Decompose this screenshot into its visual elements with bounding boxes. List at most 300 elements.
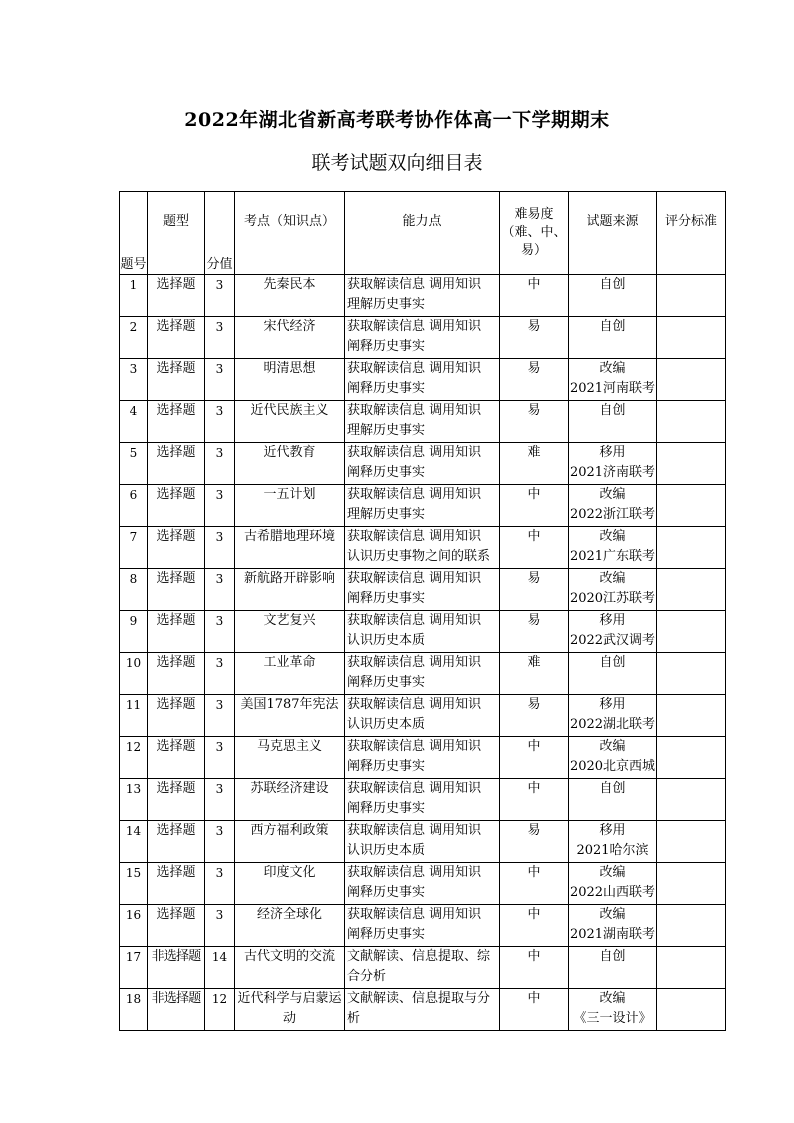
header-score: 分值 xyxy=(205,192,235,275)
cell-source xyxy=(569,695,657,737)
cell-source-line1: 自创 xyxy=(599,949,626,964)
cell-source-line2: 2022湖北联考 xyxy=(569,717,656,732)
cell-type xyxy=(148,401,205,443)
cell-no xyxy=(120,863,148,905)
cell-topic-line1: 新航路开辟影响 xyxy=(243,571,335,586)
cell-standard xyxy=(657,863,726,905)
cell-source-line2: 2022山西联考 xyxy=(569,885,656,900)
cell-type-line1: 选择题 xyxy=(156,865,196,880)
cell-ability xyxy=(345,779,500,821)
cell-difficulty xyxy=(500,611,569,653)
cell-source xyxy=(569,527,657,569)
cell-source xyxy=(569,653,657,695)
cell-source xyxy=(569,989,657,1031)
cell-standard xyxy=(657,359,726,401)
cell-difficulty xyxy=(500,569,569,611)
cell-ability-line1: 获取解读信息 调用知识 xyxy=(347,361,482,376)
cell-ability-line1: 获取解读信息 调用知识 xyxy=(347,613,482,628)
cell-source-line2: 《三一设计》 xyxy=(573,1011,652,1026)
cell-source-line1: 改编 xyxy=(599,529,626,544)
cell-source xyxy=(569,863,657,905)
cell-no-line1: 5 xyxy=(129,446,138,460)
cell-score xyxy=(205,611,235,653)
cell-difficulty xyxy=(500,821,569,863)
cell-topic-line1: 文艺复兴 xyxy=(263,613,316,628)
cell-standard xyxy=(657,569,726,611)
cell-no-line1: 3 xyxy=(129,362,138,376)
cell-type-line1: 选择题 xyxy=(156,739,196,754)
cell-source xyxy=(569,569,657,611)
cell-source-line1: 自创 xyxy=(599,403,626,418)
cell-ability xyxy=(345,737,500,779)
cell-source-line2: 2021湖南联考 xyxy=(569,927,656,942)
cell-no xyxy=(120,695,148,737)
cell-difficulty xyxy=(500,905,569,947)
header-source: 试题来源 xyxy=(569,192,657,275)
cell-topic xyxy=(235,779,345,821)
cell-standard xyxy=(657,611,726,653)
cell-score-line1: 14 xyxy=(211,950,228,964)
cell-type xyxy=(148,821,205,863)
cell-source xyxy=(569,905,657,947)
cell-score xyxy=(205,863,235,905)
cell-score xyxy=(205,779,235,821)
cell-type xyxy=(148,653,205,695)
cell-ability-line2: 阐释历史事实 xyxy=(347,801,426,816)
cell-ability-line1: 获取解读信息 调用知识 xyxy=(347,865,482,880)
cell-ability xyxy=(345,275,500,317)
cell-difficulty-line1: 难 xyxy=(527,655,541,670)
header-type: 题型 xyxy=(148,192,205,275)
cell-source-line2: 2021哈尔滨 xyxy=(576,843,649,858)
cell-type xyxy=(148,863,205,905)
table-row xyxy=(120,275,726,317)
cell-score xyxy=(205,527,235,569)
cell-ability-line2: 阐释历史事实 xyxy=(347,339,426,354)
cell-no-line1: 4 xyxy=(129,404,138,418)
cell-no xyxy=(120,905,148,947)
cell-topic-line1: 苏联经济建设 xyxy=(250,781,329,796)
cell-no-line1: 16 xyxy=(125,908,142,922)
cell-ability-line1: 获取解读信息 调用知识 xyxy=(347,739,482,754)
cell-no xyxy=(120,317,148,359)
cell-score xyxy=(205,653,235,695)
cell-no-line1: 13 xyxy=(125,782,142,796)
document-title-line1: 2022年湖北省新高考联考协作体高一下学期期末 xyxy=(184,109,610,131)
cell-source-line1: 自创 xyxy=(599,277,626,292)
cell-topic-line1: 古代文明的交流 xyxy=(243,949,335,964)
cell-source xyxy=(569,821,657,863)
cell-source-line1: 改编 xyxy=(599,739,626,754)
cell-score xyxy=(205,947,235,989)
cell-ability xyxy=(345,527,500,569)
cell-type-line1: 选择题 xyxy=(156,319,196,334)
cell-difficulty xyxy=(500,443,569,485)
cell-type-line1: 选择题 xyxy=(156,361,196,376)
cell-source-line1: 自创 xyxy=(599,319,626,334)
cell-score xyxy=(205,275,235,317)
cell-topic xyxy=(235,569,345,611)
cell-no xyxy=(120,359,148,401)
table-row xyxy=(120,485,726,527)
cell-source xyxy=(569,443,657,485)
cell-type-line1: 选择题 xyxy=(156,613,196,628)
cell-topic xyxy=(235,359,345,401)
cell-difficulty xyxy=(500,275,569,317)
table-header-row xyxy=(120,192,726,275)
cell-ability xyxy=(345,611,500,653)
cell-no-line1: 11 xyxy=(125,698,142,712)
cell-type-line1: 选择题 xyxy=(156,781,196,796)
cell-score xyxy=(205,569,235,611)
cell-source-line1: 改编 xyxy=(599,487,626,502)
cell-topic xyxy=(235,989,345,1031)
cell-difficulty xyxy=(500,779,569,821)
cell-difficulty xyxy=(500,947,569,989)
cell-source-line2: 2021河南联考 xyxy=(569,381,656,396)
cell-source xyxy=(569,359,657,401)
cell-type-line1: 选择题 xyxy=(156,655,196,670)
cell-ability-line2: 认识历史本质 xyxy=(347,717,426,732)
cell-topic-line1: 古希腊地理环境 xyxy=(243,529,335,544)
cell-ability-line1: 获取解读信息 调用知识 xyxy=(347,277,482,292)
cell-source-line2: 2020江苏联考 xyxy=(569,591,656,606)
cell-difficulty xyxy=(500,863,569,905)
cell-source xyxy=(569,401,657,443)
cell-score-line1: 3 xyxy=(215,782,224,796)
cell-topic xyxy=(235,275,345,317)
cell-no xyxy=(120,611,148,653)
cell-standard xyxy=(657,275,726,317)
cell-difficulty-line1: 中 xyxy=(527,907,541,922)
cell-no xyxy=(120,947,148,989)
cell-source-line1: 改编 xyxy=(599,361,626,376)
cell-no-line1: 9 xyxy=(129,614,138,628)
cell-source xyxy=(569,737,657,779)
cell-topic xyxy=(235,527,345,569)
cell-standard xyxy=(657,443,726,485)
cell-score xyxy=(205,905,235,947)
cell-score-line1: 3 xyxy=(215,488,224,502)
cell-ability xyxy=(345,695,500,737)
cell-source-line2: 2020北京西城 xyxy=(569,759,656,774)
cell-source-line1: 改编 xyxy=(599,991,626,1006)
cell-score xyxy=(205,695,235,737)
header-topic: 考点（知识点） xyxy=(235,192,345,275)
cell-type xyxy=(148,905,205,947)
cell-source-line1: 移用 xyxy=(599,445,626,460)
cell-ability xyxy=(345,317,500,359)
header-ability: 能力点 xyxy=(345,192,500,275)
cell-score-line1: 3 xyxy=(215,656,224,670)
detail-table xyxy=(119,191,726,1031)
cell-ability xyxy=(345,569,500,611)
cell-ability-line2: 阐释历史事实 xyxy=(347,885,426,900)
cell-score xyxy=(205,443,235,485)
cell-no xyxy=(120,821,148,863)
cell-type-line1: 选择题 xyxy=(156,529,196,544)
cell-topic-line1: 西方福利政策 xyxy=(250,823,329,838)
cell-difficulty xyxy=(500,737,569,779)
cell-type xyxy=(148,737,205,779)
cell-difficulty-line1: 易 xyxy=(527,613,541,628)
cell-standard xyxy=(657,317,726,359)
cell-ability-line1: 获取解读信息 调用知识 xyxy=(347,697,482,712)
cell-difficulty-line1: 中 xyxy=(527,781,541,796)
table-row xyxy=(120,737,726,779)
cell-score-line1: 3 xyxy=(215,320,224,334)
cell-type-line1: 选择题 xyxy=(156,697,196,712)
cell-source-line1: 自创 xyxy=(599,781,626,796)
header-difficulty: 难易度（难、中、易） xyxy=(500,192,569,275)
cell-no-line1: 6 xyxy=(129,488,138,502)
header-no: 题号 xyxy=(120,192,148,275)
table-row xyxy=(120,989,726,1031)
cell-score xyxy=(205,989,235,1031)
cell-no-line1: 12 xyxy=(125,740,142,754)
cell-standard xyxy=(657,737,726,779)
cell-score-line1: 3 xyxy=(215,866,224,880)
cell-type xyxy=(148,359,205,401)
cell-source-line2: 2021广东联考 xyxy=(569,549,656,564)
cell-topic xyxy=(235,863,345,905)
cell-ability-line2: 理解历史事实 xyxy=(347,507,426,522)
cell-type xyxy=(148,989,205,1031)
cell-source xyxy=(569,275,657,317)
cell-type-line1: 选择题 xyxy=(156,823,196,838)
table-row xyxy=(120,569,726,611)
cell-ability-line2: 阐释历史事实 xyxy=(347,591,426,606)
cell-topic-line1: 宋代经济 xyxy=(263,319,316,334)
cell-score xyxy=(205,485,235,527)
cell-difficulty xyxy=(500,317,569,359)
cell-type xyxy=(148,695,205,737)
cell-source-line2: 2021济南联考 xyxy=(569,465,656,480)
cell-difficulty xyxy=(500,695,569,737)
table-row xyxy=(120,905,726,947)
cell-no-line1: 17 xyxy=(125,950,142,964)
cell-ability-line1: 获取解读信息 调用知识 xyxy=(347,487,482,502)
cell-difficulty-line1: 中 xyxy=(527,739,541,754)
cell-topic xyxy=(235,905,345,947)
cell-difficulty-line1: 中 xyxy=(527,949,541,964)
cell-topic-line1: 先秦民本 xyxy=(263,277,316,292)
cell-ability-line2: 析 xyxy=(347,1011,361,1026)
cell-source-line1: 改编 xyxy=(599,907,626,922)
cell-type xyxy=(148,317,205,359)
cell-score xyxy=(205,737,235,779)
cell-source xyxy=(569,317,657,359)
cell-source xyxy=(569,947,657,989)
cell-topic xyxy=(235,653,345,695)
cell-difficulty-line1: 中 xyxy=(527,277,541,292)
cell-source-line2: 2022武汉调考 xyxy=(569,633,656,648)
cell-source-line1: 自创 xyxy=(599,655,626,670)
cell-difficulty-line1: 中 xyxy=(527,865,541,880)
cell-topic-line1: 经济全球化 xyxy=(256,907,322,922)
cell-ability-line2: 阐释历史事实 xyxy=(347,465,426,480)
cell-difficulty-line1: 易 xyxy=(527,403,541,418)
cell-score-line1: 3 xyxy=(215,446,224,460)
cell-ability-line1: 获取解读信息 调用知识 xyxy=(347,823,482,838)
cell-topic xyxy=(235,401,345,443)
table-row xyxy=(120,821,726,863)
cell-ability-line2: 阐释历史事实 xyxy=(347,759,426,774)
cell-source-line1: 移用 xyxy=(599,613,626,628)
table-row xyxy=(120,317,726,359)
cell-type xyxy=(148,569,205,611)
table-row xyxy=(120,443,726,485)
cell-ability-line1: 获取解读信息 调用知识 xyxy=(347,907,482,922)
cell-type xyxy=(148,275,205,317)
cell-ability-line2: 认识历史本质 xyxy=(347,633,426,648)
table-row xyxy=(120,611,726,653)
cell-standard xyxy=(657,905,726,947)
cell-difficulty xyxy=(500,485,569,527)
cell-score-line1: 3 xyxy=(215,824,224,838)
cell-source-line1: 改编 xyxy=(599,865,626,880)
cell-source-line1: 移用 xyxy=(599,823,626,838)
cell-ability-line2: 阐释历史事实 xyxy=(347,381,426,396)
cell-no xyxy=(120,653,148,695)
cell-standard xyxy=(657,989,726,1031)
cell-type-line1: 选择题 xyxy=(156,445,196,460)
cell-type xyxy=(148,779,205,821)
cell-ability-line2: 理解历史事实 xyxy=(347,297,426,312)
cell-score-line1: 3 xyxy=(215,740,224,754)
table-row xyxy=(120,359,726,401)
cell-source xyxy=(569,779,657,821)
cell-ability-line1: 获取解读信息 调用知识 xyxy=(347,445,482,460)
cell-no-line1: 2 xyxy=(129,320,138,334)
cell-ability-line1: 获取解读信息 调用知识 xyxy=(347,655,482,670)
cell-ability xyxy=(345,401,500,443)
cell-type-line1: 选择题 xyxy=(156,907,196,922)
cell-ability xyxy=(345,863,500,905)
cell-no xyxy=(120,275,148,317)
cell-standard xyxy=(657,485,726,527)
cell-ability xyxy=(345,443,500,485)
cell-ability xyxy=(345,947,500,989)
header-standard: 评分标准 xyxy=(657,192,726,275)
document-title-line2: 联考试题双向细目表 xyxy=(311,152,483,174)
cell-score-line1: 3 xyxy=(215,362,224,376)
cell-type xyxy=(148,611,205,653)
cell-type xyxy=(148,485,205,527)
cell-no-line1: 14 xyxy=(125,824,142,838)
table-row xyxy=(120,695,726,737)
cell-difficulty xyxy=(500,401,569,443)
cell-ability-line1: 获取解读信息 调用知识 xyxy=(347,781,482,796)
cell-no-line1: 7 xyxy=(129,530,138,544)
cell-ability-line1: 获取解读信息 调用知识 xyxy=(347,319,482,334)
cell-topic xyxy=(235,485,345,527)
cell-difficulty-line1: 中 xyxy=(527,991,541,1006)
cell-standard xyxy=(657,695,726,737)
cell-no-line1: 18 xyxy=(125,992,142,1006)
cell-standard xyxy=(657,653,726,695)
table-row xyxy=(120,947,726,989)
cell-topic-line1: 明清思想 xyxy=(263,361,316,376)
cell-type-line1: 选择题 xyxy=(156,487,196,502)
cell-difficulty-line1: 易 xyxy=(527,823,541,838)
cell-ability-line1: 文献解读、信息提取与分 xyxy=(347,991,491,1006)
cell-difficulty-line1: 中 xyxy=(527,487,541,502)
cell-score xyxy=(205,359,235,401)
cell-topic-line1: 一五计划 xyxy=(263,487,316,502)
cell-source-line2: 2022浙江联考 xyxy=(569,507,656,522)
cell-no-line1: 15 xyxy=(125,866,142,880)
cell-source-line1: 改编 xyxy=(599,571,626,586)
cell-type-line1: 非选择题 xyxy=(151,949,201,964)
cell-difficulty xyxy=(500,359,569,401)
cell-difficulty xyxy=(500,527,569,569)
cell-ability xyxy=(345,485,500,527)
cell-topic xyxy=(235,737,345,779)
cell-type-line1: 非选择题 xyxy=(151,991,201,1006)
cell-ability xyxy=(345,359,500,401)
cell-no xyxy=(120,401,148,443)
cell-source-line1: 移用 xyxy=(599,697,626,712)
cell-source xyxy=(569,611,657,653)
cell-score-line1: 3 xyxy=(215,698,224,712)
cell-score-line1: 3 xyxy=(215,908,224,922)
table-row xyxy=(120,401,726,443)
cell-ability-line2: 阐释历史事实 xyxy=(347,927,426,942)
cell-no xyxy=(120,527,148,569)
cell-no-line1: 1 xyxy=(129,278,138,292)
cell-standard xyxy=(657,821,726,863)
cell-standard xyxy=(657,527,726,569)
cell-topic xyxy=(235,443,345,485)
cell-difficulty-line1: 中 xyxy=(527,529,541,544)
cell-score-line1: 3 xyxy=(215,614,224,628)
cell-ability-line2: 合分析 xyxy=(347,969,387,984)
cell-topic-line1: 马克思主义 xyxy=(256,739,322,754)
cell-difficulty-line1: 难 xyxy=(527,445,541,460)
cell-no xyxy=(120,737,148,779)
cell-no-line1: 8 xyxy=(129,572,138,586)
cell-score-line1: 12 xyxy=(211,992,228,1006)
cell-score xyxy=(205,317,235,359)
cell-topic-line1: 近代科学与启蒙运动 xyxy=(237,991,342,1026)
cell-topic-line1: 近代民族主义 xyxy=(250,403,329,418)
cell-difficulty xyxy=(500,989,569,1031)
cell-difficulty-line1: 易 xyxy=(527,697,541,712)
cell-score xyxy=(205,821,235,863)
cell-difficulty-line1: 易 xyxy=(527,361,541,376)
cell-type-line1: 选择题 xyxy=(156,277,196,292)
cell-difficulty xyxy=(500,653,569,695)
cell-difficulty-line1: 易 xyxy=(527,319,541,334)
cell-no xyxy=(120,779,148,821)
cell-difficulty-line1: 易 xyxy=(527,571,541,586)
cell-score xyxy=(205,401,235,443)
cell-ability-line1: 获取解读信息 调用知识 xyxy=(347,529,482,544)
cell-standard xyxy=(657,779,726,821)
cell-ability-line2: 认识历史本质 xyxy=(347,843,426,858)
cell-topic-line1: 近代教育 xyxy=(263,445,316,460)
cell-topic xyxy=(235,317,345,359)
cell-no xyxy=(120,569,148,611)
cell-ability xyxy=(345,905,500,947)
cell-no xyxy=(120,443,148,485)
cell-score-line1: 3 xyxy=(215,530,224,544)
cell-ability xyxy=(345,653,500,695)
cell-topic-line1: 工业革命 xyxy=(263,655,316,670)
cell-topic xyxy=(235,821,345,863)
cell-score-line1: 3 xyxy=(215,572,224,586)
